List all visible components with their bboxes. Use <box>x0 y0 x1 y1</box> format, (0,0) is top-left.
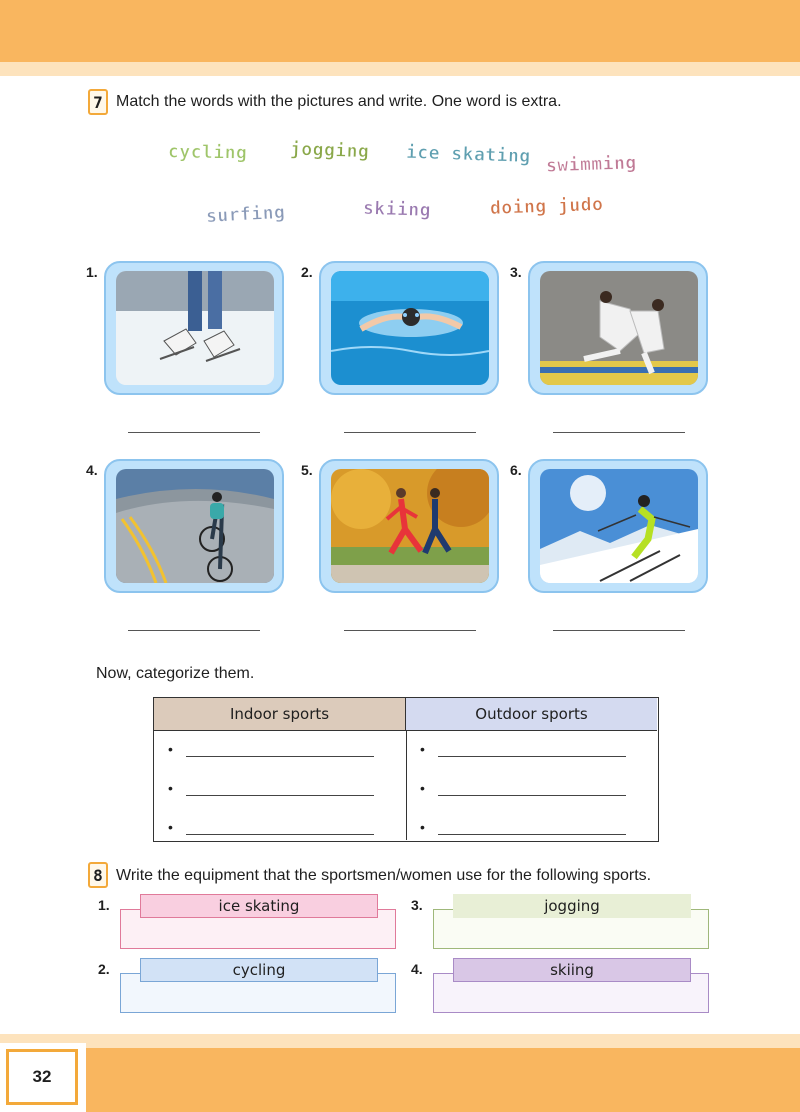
outdoor-line-3[interactable] <box>438 834 626 835</box>
cycling-photo <box>116 469 274 583</box>
word-jogging: jogging <box>289 138 370 163</box>
equipment-4-sport: skiing <box>453 958 691 982</box>
header-band-stripe <box>0 62 800 76</box>
header-band <box>0 0 800 62</box>
table-divider <box>406 731 407 840</box>
picture-1-number: 1. <box>86 264 98 280</box>
outdoor-bullet-1: • <box>420 741 425 757</box>
indoor-bullet-3: • <box>168 819 173 835</box>
swimming-photo <box>331 271 489 385</box>
ice-skating-picture <box>104 261 284 395</box>
picture-2-number: 2. <box>301 264 313 280</box>
outdoor-bullet-3: • <box>420 819 425 835</box>
outdoor-sports-header: Outdoor sports <box>406 698 657 731</box>
jogging-photo <box>331 469 489 583</box>
indoor-line-3[interactable] <box>186 834 374 835</box>
word-skiing: skiing <box>362 197 432 222</box>
word-doing-judo: doing judo <box>489 194 604 219</box>
indoor-bullet-1: • <box>168 741 173 757</box>
ice-skating-photo <box>116 271 274 385</box>
answer-line-3[interactable] <box>553 432 685 433</box>
skiing-photo <box>540 469 698 583</box>
answer-line-6[interactable] <box>553 630 685 631</box>
picture-5-number: 5. <box>301 462 313 478</box>
word-surfing: surfing <box>205 201 286 228</box>
swimming-picture <box>319 261 499 395</box>
indoor-bullet-2: • <box>168 780 173 796</box>
equipment-1-number: 1. <box>98 897 110 913</box>
equipment-3-sport: jogging <box>453 894 691 918</box>
cycling-picture <box>104 459 284 593</box>
equipment-4-number: 4. <box>411 961 423 977</box>
word-cycling: cycling <box>167 141 248 164</box>
exercise-8-number: 8 <box>88 862 108 888</box>
answer-line-4[interactable] <box>128 630 260 631</box>
equipment-2-number: 2. <box>98 961 110 977</box>
outdoor-bullet-2: • <box>420 780 425 796</box>
indoor-line-1[interactable] <box>186 756 374 757</box>
indoor-sports-header: Indoor sports <box>154 698 406 731</box>
page-number: 32 <box>6 1049 78 1105</box>
answer-line-2[interactable] <box>344 432 476 433</box>
footer-band-stripe <box>0 1034 800 1048</box>
exercise-8-instruction: Write the equipment that the sportsmen/women use for the following sports. <box>116 867 652 884</box>
word-swimming: swimming <box>545 152 638 177</box>
jogging-picture <box>319 459 499 593</box>
equipment-1-sport: ice skating <box>140 894 378 918</box>
judo-photo <box>540 271 698 385</box>
equipment-3-number: 3. <box>411 897 423 913</box>
answer-line-5[interactable] <box>344 630 476 631</box>
categorize-table <box>153 697 659 842</box>
exercise-7-instruction: Match the words with the pictures and write. One word is extra. <box>116 93 562 110</box>
answer-line-1[interactable] <box>128 432 260 433</box>
categorize-instruction: Now, categorize them. <box>96 665 255 682</box>
word-ice-skating: ice skating <box>405 141 532 168</box>
picture-6-number: 6. <box>510 462 522 478</box>
footer-band <box>0 1048 800 1112</box>
skiing-picture <box>528 459 708 593</box>
outdoor-line-2[interactable] <box>438 795 626 796</box>
picture-3-number: 3. <box>510 264 522 280</box>
picture-4-number: 4. <box>86 462 98 478</box>
exercise-7-number: 7 <box>88 89 108 115</box>
judo-picture <box>528 261 708 395</box>
outdoor-line-1[interactable] <box>438 756 626 757</box>
indoor-line-2[interactable] <box>186 795 374 796</box>
equipment-2-sport: cycling <box>140 958 378 982</box>
